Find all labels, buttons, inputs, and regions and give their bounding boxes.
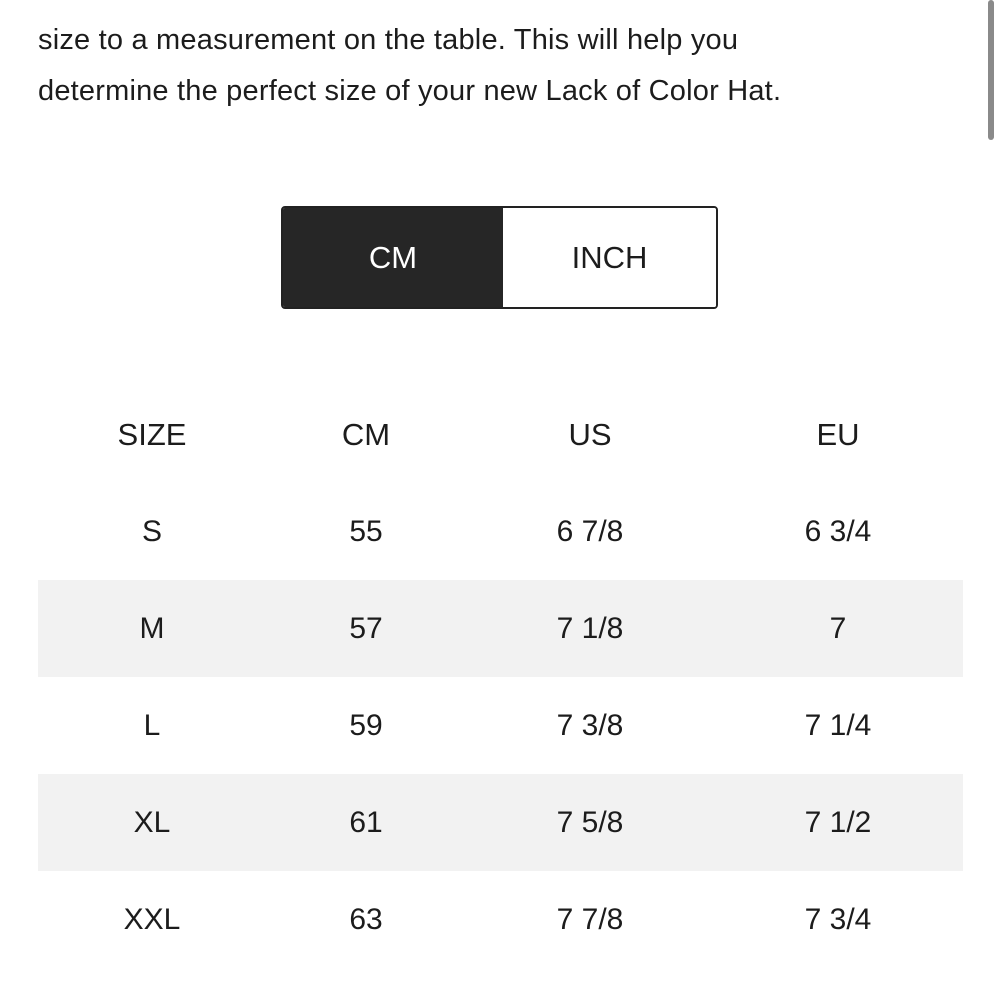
cell-cm: 55	[349, 515, 383, 548]
scrollbar-thumb[interactable]	[988, 0, 994, 140]
header-cm: CM	[341, 417, 391, 452]
header-eu: EU	[816, 417, 860, 452]
intro-line-1: size to a measurement on the table. This will help you	[38, 24, 739, 56]
header-us: US	[568, 417, 612, 452]
table-row	[38, 677, 963, 774]
cell-us: 7 1/8	[556, 612, 624, 645]
cell-cm: 57	[349, 612, 383, 645]
cell-eu: 7	[829, 612, 847, 645]
cell-us: 7 5/8	[556, 806, 624, 839]
table-row	[38, 774, 963, 871]
table-header-row	[38, 386, 963, 483]
cell-us: 7 7/8	[556, 903, 624, 936]
cell-cm: 59	[349, 709, 383, 742]
cell-cm: 63	[349, 903, 383, 936]
cell-size: S	[141, 515, 162, 548]
cell-eu: 6 3/4	[804, 515, 872, 548]
cell-size: L	[143, 709, 161, 742]
cell-eu: 7 3/4	[804, 903, 872, 936]
cell-us: 7 3/8	[556, 709, 624, 742]
table-row	[38, 483, 963, 580]
unit-toggle	[281, 206, 718, 309]
inch-toggle-button[interactable]: INCH	[503, 208, 716, 307]
cm-toggle-button[interactable]: CM	[283, 208, 503, 307]
intro-text	[38, 15, 938, 117]
table-row	[38, 580, 963, 677]
intro-line-2: determine the perfect size of your new Lack of Color Hat.	[38, 75, 782, 107]
size-table	[38, 386, 963, 968]
cell-size: XL	[133, 806, 171, 839]
cell-eu: 7 1/4	[804, 709, 872, 742]
cell-size: XXL	[123, 903, 181, 936]
table-row	[38, 871, 963, 968]
cell-us: 6 7/8	[556, 515, 624, 548]
cell-size: M	[139, 612, 165, 645]
cell-cm: 61	[349, 806, 383, 839]
header-size: SIZE	[117, 417, 187, 452]
cell-eu: 7 1/2	[804, 806, 872, 839]
